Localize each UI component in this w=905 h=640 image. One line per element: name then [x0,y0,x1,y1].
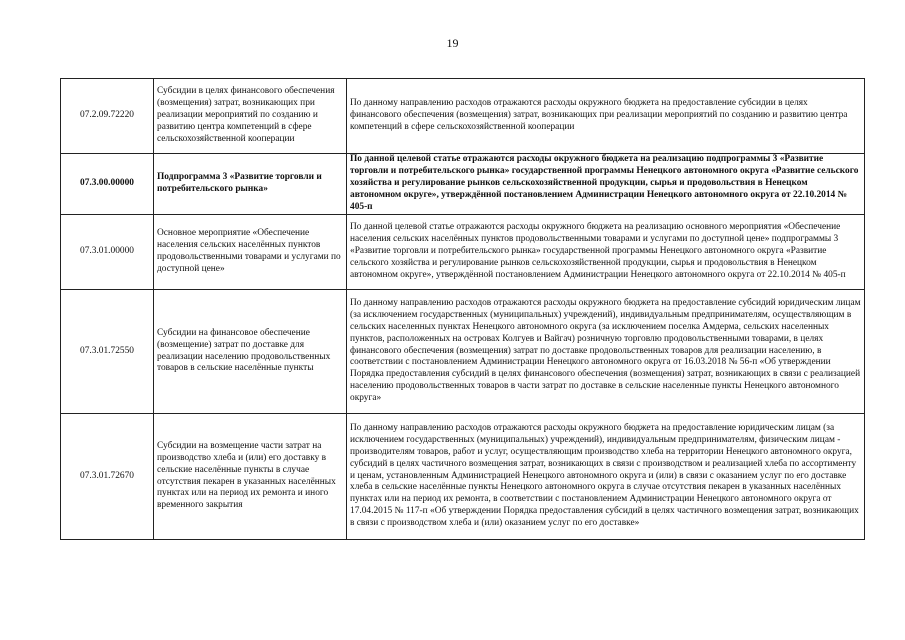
code-cell: 07.3.01.72550 [61,290,154,414]
code-cell: 07.3.00.00000 [61,154,154,215]
page-number: 19 [446,36,459,50]
description-cell: По данному направлению расходов отражаются расходы окружного бюджета на предоставление субсидий юридическим лицам (за исключением государственных (муниципальных) учреждений), индивидуальным предпринимателям, осуществляющим в сельских населенных пунктах Ненецкого автономного округа (за исключением поселка Амдерма, сельских населенных пунктов, расположенных на островах Колгуев и Вайгач) розничную торговлю продовольственными товарами, в целях финансового обеспечения (возмещения) затрат по доставке продовольственных товаров для реализации населению, в соответствии с постановлением Администрации Ненецкого автономного округа от 16.03.2018 № 56-п «Об утверждении Порядка предоставления субсидий в целях финансового обеспечения (возмещения) затрат, возникающих в связи с реализацией населению продовольственных товаров в части затрат по доставке в сельские населенные пункты Ненецкого автономного округа» [347,290,865,414]
code-cell: 07.3.01.72670 [61,414,154,540]
name-cell: Подпрограмма 3 «Развитие торговли и потребительского рынка» [154,154,347,215]
table-row [61,215,865,290]
description-cell: По данной целевой статье отражаются расходы окружного бюджета на реализацию подпрограммы 3 «Развитие торговли и потребительского рынка» государственной программы Ненецкого автономного округа «Развитие сельского хозяйства и регулирование рынков сельскохозяйственной продукции, сырья и продовольствия в Ненецком автономном округе», утверждённой постановлением Администрации Ненецкого автономного округа от 22.10.2014 № 405-п [347,154,865,215]
table-row [61,414,865,540]
table-row [61,290,865,414]
description-cell: По данному направлению расходов отражаются расходы окружного бюджета на предоставление юридическим лицам (за исключением государственных (муниципальных) учреждений), индивидуальным предпринимателям, физическим лицам - производителям товаров, работ и услуг, осуществляющим производство хлеба на территории Ненецкого автономного округа, субсидий в целях частичного возмещения затрат, возникающих в связи с производством и реализацией хлеба по ассортименту и ценам, установленным Администрацией Ненецкого автономного округа и (или) в связи с оказанием услуг по его доставке хлеба в сельские населённые пункты Ненецкого автономного округа в случае отсутствия пекарен в указанных населённых пунктах или на период их ремонта, в соответствии с постановлением Администрации Ненецкого автономного округа от 17.04.2015 № 117-п «Об утверждении Порядка предоставления субсидий в целях частичного возмещения затрат, возникающих в связи с производством хлеба и (или) оказанием услуг по его доставке» [347,414,865,540]
name-cell: Субсидии в целях финансового обеспечения (возмещения) затрат, возникающих при реализации мероприятий по созданию и развитию центра компетенций в сфере сельскохозяйственной кооперации [154,79,347,154]
table-row [61,154,865,215]
name-cell: Субсидии на возмещение части затрат на производство хлеба и (или) его доставку в сельские населённые пункты в случае отсутствия пекарен в указанных населённых пунктах или на период их ремонта и иного временного закрытия [154,414,347,540]
budget-classification-table [60,78,865,540]
table-row [61,79,865,154]
code-cell: 07.3.01.00000 [61,215,154,290]
description-cell: По данной целевой статье отражаются расходы окружного бюджета на реализацию основного мероприятия «Обеспечение населения сельских населённых пунктов продовольственными товарами и услугами по доступной цене» подпрограммы 3 «Развитие торговли и потребительского рынка» государственной программы Ненецкого автономного округа «Развитие сельского хозяйства и регулирование рынков сельскохозяйственной продукции, сырья и продовольствия в Ненецком автономном округе», утверждённой постановлением Администрации Ненецкого автономного округа от 22.10.2014 № 405-п [347,215,865,290]
name-cell: Субсидии на финансовое обеспечение (возмещение) затрат по доставке для реализации населению продовольственных товаров в сельские населённые пункты [154,290,347,414]
code-cell: 07.2.09.72220 [61,79,154,154]
description-cell: По данному направлению расходов отражаются расходы окружного бюджета на предоставление субсидии в целях финансового обеспечения (возмещения) затрат, возникающих при реализации мероприятий по созданию и развитию центра компетенций в сфере сельскохозяйственной кооперации [347,79,865,154]
name-cell: Основное мероприятие «Обеспечение населения сельских населённых пунктов продовольственными товарами и услугами по доступной цене» [154,215,347,290]
